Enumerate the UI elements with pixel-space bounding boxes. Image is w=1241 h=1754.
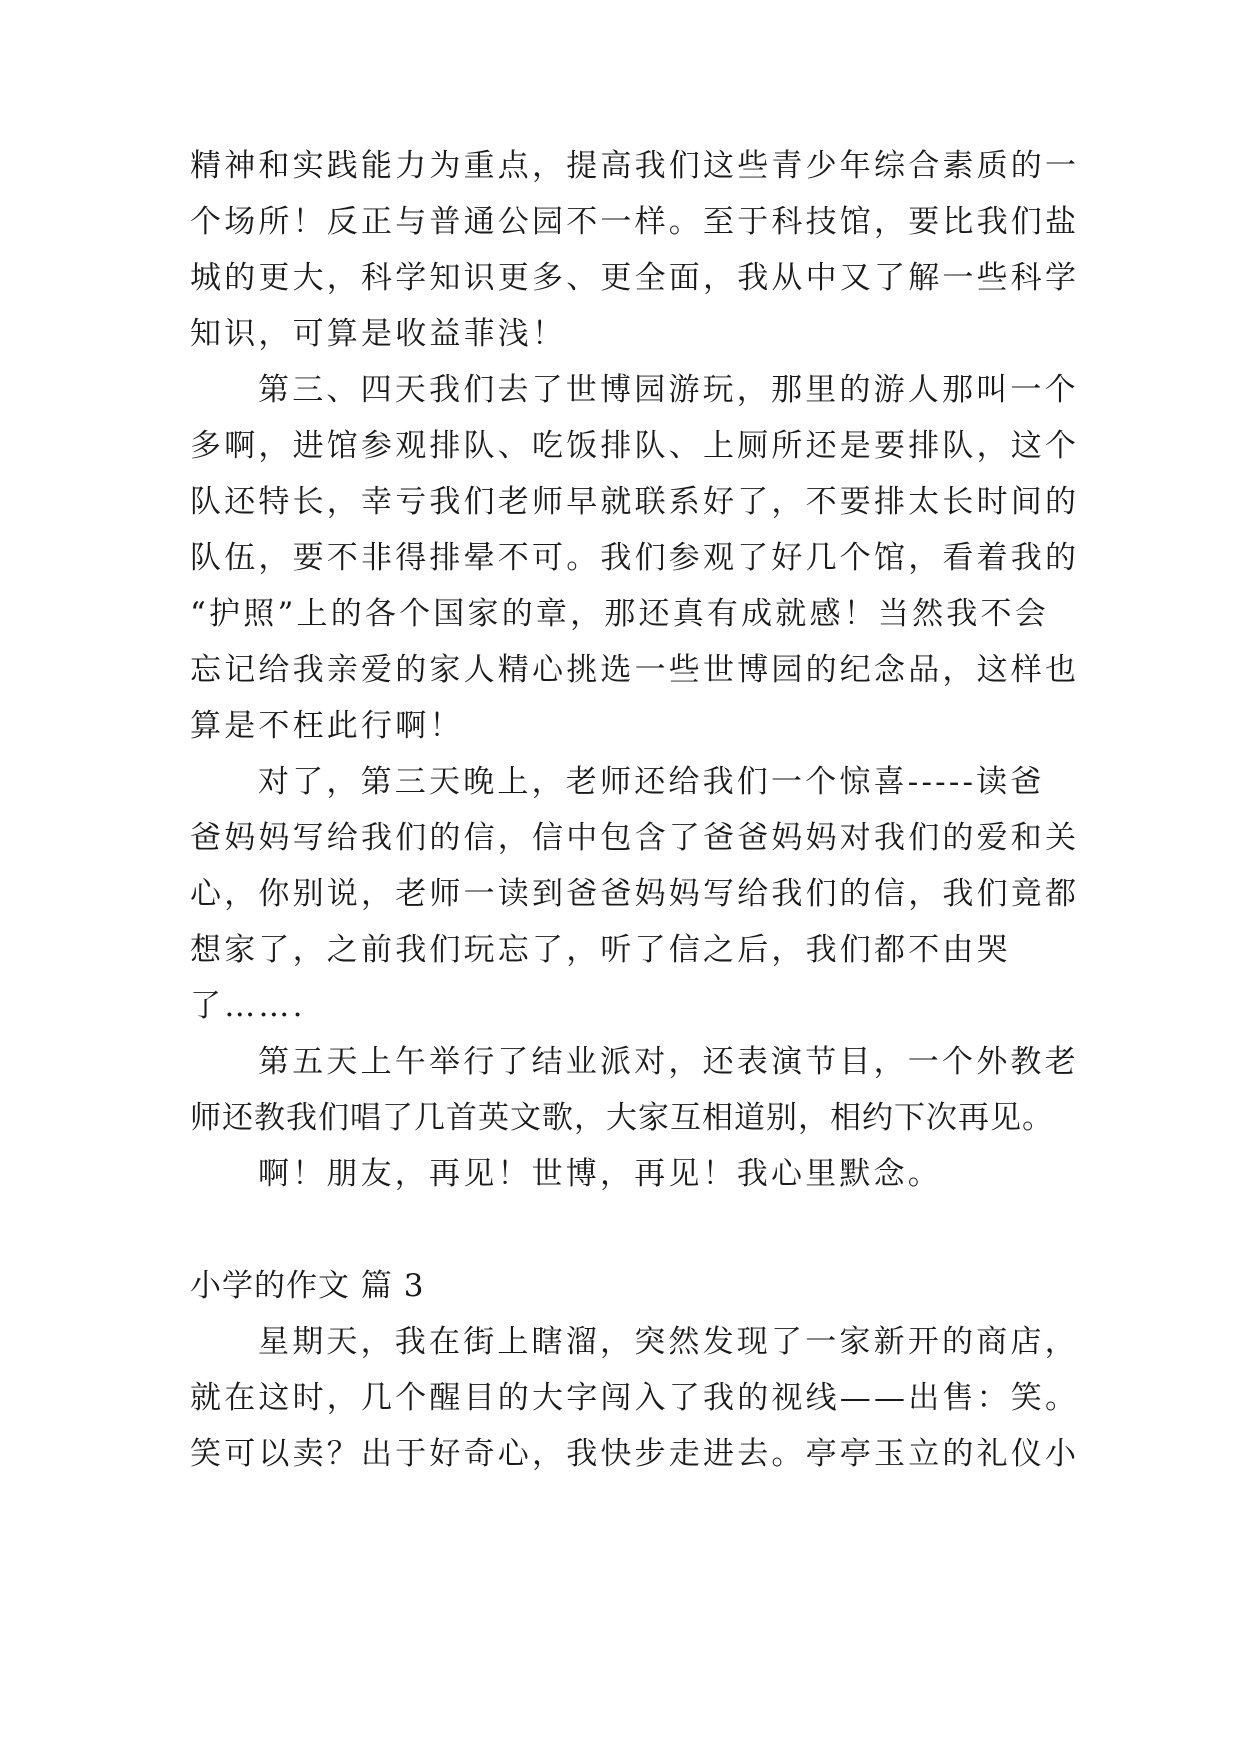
text-line: 了……. (190, 988, 306, 1024)
paragraph-first-line: 啊！朋友，再见！世博，再见！我心里默念。 (258, 1156, 942, 1192)
paragraph-first-line: 第五天上午举行了结业派对，还表演节目，一个外教老 (258, 1044, 1079, 1080)
text-line: 个场所！反正与普通公园不一样。至于科技馆，要比我们盐 (190, 204, 1080, 240)
paragraph-first-line: 对了，第三天晚上，老师还给我们一个惊喜-----读爸 (258, 764, 1045, 800)
paragraph-first-line: 第三、四天我们去了世博园游玩，那里的游人那叫一个 (258, 372, 1079, 408)
text-line: 精神和实践能力为重点，提高我们这些青少年综合素质的一 (190, 148, 1080, 184)
text-line: 多啊，进馆参观排队、吃饭排队、上厕所还是要排队，这个 (190, 428, 1080, 464)
text-line: 城的更大，科学知识更多、更全面，我从中又了解一些科学 (190, 260, 1080, 296)
text-line: 爸妈妈写给我们的信，信中包含了爸爸妈妈对我们的爱和关 (190, 820, 1080, 856)
text-line: “护照”上的各个国家的章，那还真有成就感！当然我不会 (190, 596, 1049, 632)
text-line: 队还特长，幸亏我们老师早就联系好了，不要排太长时间的 (190, 484, 1080, 520)
paragraph-first-line: 星期天，我在街上瞎溜，突然发现了一家新开的商店， (258, 1324, 1079, 1360)
text-line: 忘记给我亲爱的家人精心挑选一些世博园的纪念品，这样也 (190, 652, 1080, 688)
text-line: 想家了，之前我们玩忘了，听了信之后，我们都不由哭 (190, 932, 1011, 968)
text-line: 笑可以卖？出于好奇心，我快步走进去。亭亭玉立的礼仪小 (190, 1436, 1080, 1472)
text-line: 知识，可算是收益菲浅！ (190, 316, 567, 352)
text-line: 队伍，要不非得排晕不可。我们参观了好几个馆，看着我的 (190, 540, 1080, 576)
section-heading: 小学的作文 篇 3 (190, 1268, 425, 1304)
text-line: 就在这时，几个醒目的大字闯入了我的视线——出售：笑。 (190, 1380, 1080, 1416)
text-line: 心，你别说，老师一读到爸爸妈妈写给我们的信，我们竟都 (190, 876, 1080, 912)
text-line: 算是不枉此行啊！ (190, 708, 464, 744)
text-line: 师还教我们唱了几首英文歌，大家互相道别，相约下次再见。 (190, 1100, 1054, 1136)
